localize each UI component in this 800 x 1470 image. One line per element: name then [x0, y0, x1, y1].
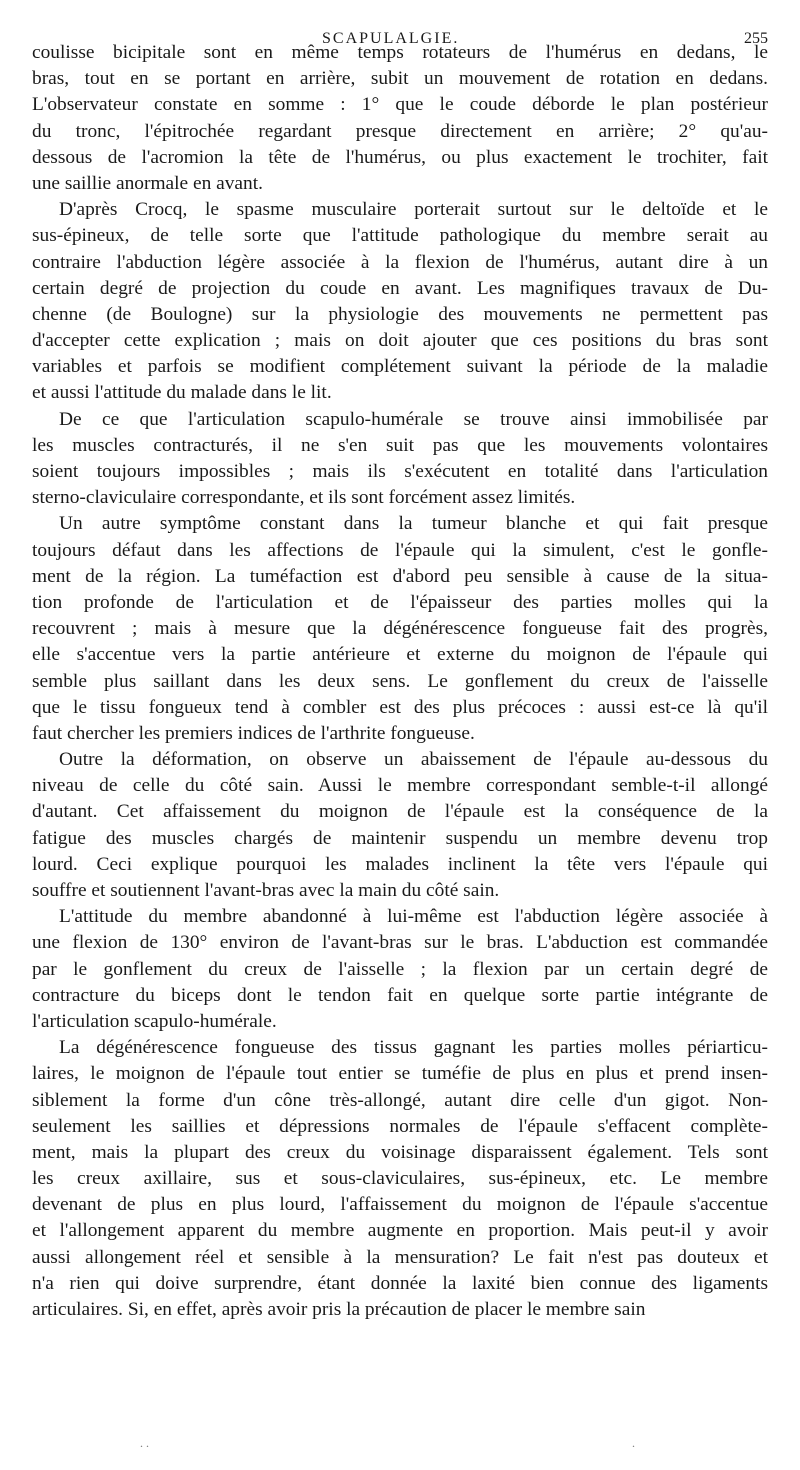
- text-line: devenant de plus en plus lourd, l'affaissement du moignon de l'épaule s'accentue: [32, 1194, 768, 1216]
- paragraph: [32, 511, 768, 747]
- text-line: les creux axillaire, sus et sous-claviculaires, sus-épineux, etc. Le membre: [32, 1168, 768, 1190]
- text-line: et aussi l'attitude du malade dans le lit.: [32, 382, 332, 404]
- text-line: chenne (de Boulogne) sur la physiologie des mouvements ne permettent pas: [32, 303, 768, 325]
- paragraph: [32, 407, 768, 512]
- paragraph: [32, 1035, 768, 1323]
- paragraph: [32, 197, 768, 407]
- paragraph: [32, 904, 768, 1035]
- body-text: [32, 40, 768, 1323]
- page-number: 255: [744, 30, 768, 47]
- text-line: fatigue des muscles chargés de maintenir suspendu un membre devenu trop: [32, 827, 768, 849]
- print-marks-right: .: [632, 1436, 635, 1450]
- text-line: ment de la région. La tuméfaction est d'abord peu sensible à cause de la situa-: [32, 565, 768, 587]
- text-line: elle s'accentue vers la partie antérieure et externe du moignon de l'épaule qui: [32, 644, 768, 666]
- text-line: une saillie anormale en avant.: [32, 172, 263, 194]
- text-line: recouvrent ; mais à mesure que la dégénérescence fongueuse fait des progrès,: [32, 618, 768, 640]
- text-line: articulaires. Si, en effet, après avoir pris la précaution de placer le membre sain: [32, 1299, 646, 1320]
- text-line: lourd. Ceci explique pourquoi les malades inclinent la tête vers l'épaule qui: [32, 853, 768, 875]
- paragraph: [32, 40, 768, 197]
- text-line: L'attitude du membre abandonné à lui-même est l'abduction légère associée à: [59, 906, 768, 928]
- text-line: certain degré de projection du coude en avant. Les magnifiques travaux de Du-: [32, 277, 768, 299]
- text-line: et l'allongement apparent du membre augmente en proportion. Mais peut-il y avoir: [32, 1220, 768, 1242]
- text-line: La dégénérescence fongueuse des tissus gagnant les parties molles périarticu-: [59, 1037, 768, 1059]
- running-head: SCAPULALGIE.: [322, 30, 460, 47]
- text-line: les muscles contracturés, il ne s'en suit pas que les mouvements volontaires: [32, 434, 768, 456]
- text-line: d'accepter cette explication ; mais on doit ajouter que ces positions du bras sont: [32, 330, 768, 352]
- text-line: variables et parfois se modifient complétement suivant la période de la maladie: [32, 356, 768, 378]
- text-line: D'après Crocq, le spasme musculaire porterait surtout sur le deltoïde et le: [59, 199, 768, 221]
- text-line: l'articulation scapulo-humérale.: [32, 1010, 277, 1032]
- text-line: De ce que l'articulation scapulo-humérale se trouve ainsi immobilisée par: [59, 408, 768, 430]
- text-line: semble plus saillant dans les deux sens. Le gonflement du creux de l'aisselle: [32, 670, 768, 692]
- print-marks-left: . .: [140, 1436, 149, 1450]
- text-line: laires, le moignon de l'épaule tout entier se tuméfie de plus en plus et prend insen-: [32, 1063, 768, 1085]
- text-line: contracture du biceps dont le tendon fait en quelque sorte partie intégrante de: [32, 984, 768, 1006]
- text-line: sus-épineux, de telle sorte que l'attitude pathologique du membre serait au: [32, 225, 768, 247]
- book-page: [32, 0, 768, 1323]
- paragraph: [32, 747, 768, 904]
- text-line: L'observateur constate en somme : 1° que le coude déborde le plan postérieur: [32, 94, 768, 116]
- text-line: bras, tout en se portant en arrière, subit un mouvement de rotation en dedans.: [32, 68, 768, 90]
- text-line: d'autant. Cet affaissement du moignon de l'épaule est la conséquence de la: [32, 801, 768, 823]
- text-line: soient toujours impossibles ; mais ils s'exécutent en totalité dans l'articulation: [32, 461, 768, 482]
- text-line: toujours défaut dans les affections de l'épaule qui la simulent, c'est le gonfle-: [32, 539, 768, 561]
- text-line: faut chercher les premiers indices de l'arthrite fongueuse.: [32, 722, 475, 744]
- page-header: [32, 0, 768, 47]
- text-line: contraire l'abduction légère associée à la flexion de l'humérus, autant dire à un: [32, 251, 768, 273]
- text-line: niveau de celle du côté sain. Aussi le membre correspondant semble-t-il allongé: [32, 775, 768, 797]
- text-line: coulisse bicipitale sont en même temps rotateurs de l'humérus en dedans, le: [32, 42, 768, 63]
- text-line: souffre et soutiennent l'avant-bras avec la main du côté sain.: [32, 880, 500, 901]
- text-line: une flexion de 130° environ de l'avant-bras sur le bras. L'abduction est commandée: [32, 932, 768, 954]
- text-line: siblement la forme d'un cône très-allongé, autant dire celle d'un gigot. Non-: [32, 1089, 768, 1111]
- text-line: que le tissu fongueux tend à combler est des plus précoces : aussi est-ce là qu'il: [32, 696, 768, 718]
- text-line: sterno-claviculaire correspondante, et ils sont forcément assez limités.: [32, 487, 576, 509]
- text-line: aussi allongement réel et sensible à la mensuration? Le fait n'est pas douteux et: [32, 1246, 768, 1268]
- text-line: ment, mais la plupart des creux du voisinage disparaissent également. Tels sont: [32, 1141, 768, 1163]
- text-line: tion profonde de l'articulation et de l'épaisseur des parties molles qui la: [32, 591, 768, 613]
- text-line: Un autre symptôme constant dans la tumeur blanche et qui fait presque: [59, 513, 768, 535]
- text-line: n'a rien qui doive surprendre, étant donnée la laxité bien connue des ligaments: [32, 1272, 768, 1294]
- text-line: par le gonflement du creux de l'aisselle ; la flexion par un certain degré de: [32, 958, 768, 980]
- text-line: dessous de l'acromion la tête de l'humérus, ou plus exactement le trochiter, fait: [32, 146, 768, 168]
- text-line: du tronc, l'épitrochée regardant presque directement en arrière; 2° qu'au-: [32, 120, 768, 142]
- text-line: Outre la déformation, on observe un abaissement de l'épaule au-dessous du: [59, 749, 768, 771]
- text-line: seulement les saillies et dépressions normales de l'épaule s'effacent complète-: [32, 1115, 768, 1137]
